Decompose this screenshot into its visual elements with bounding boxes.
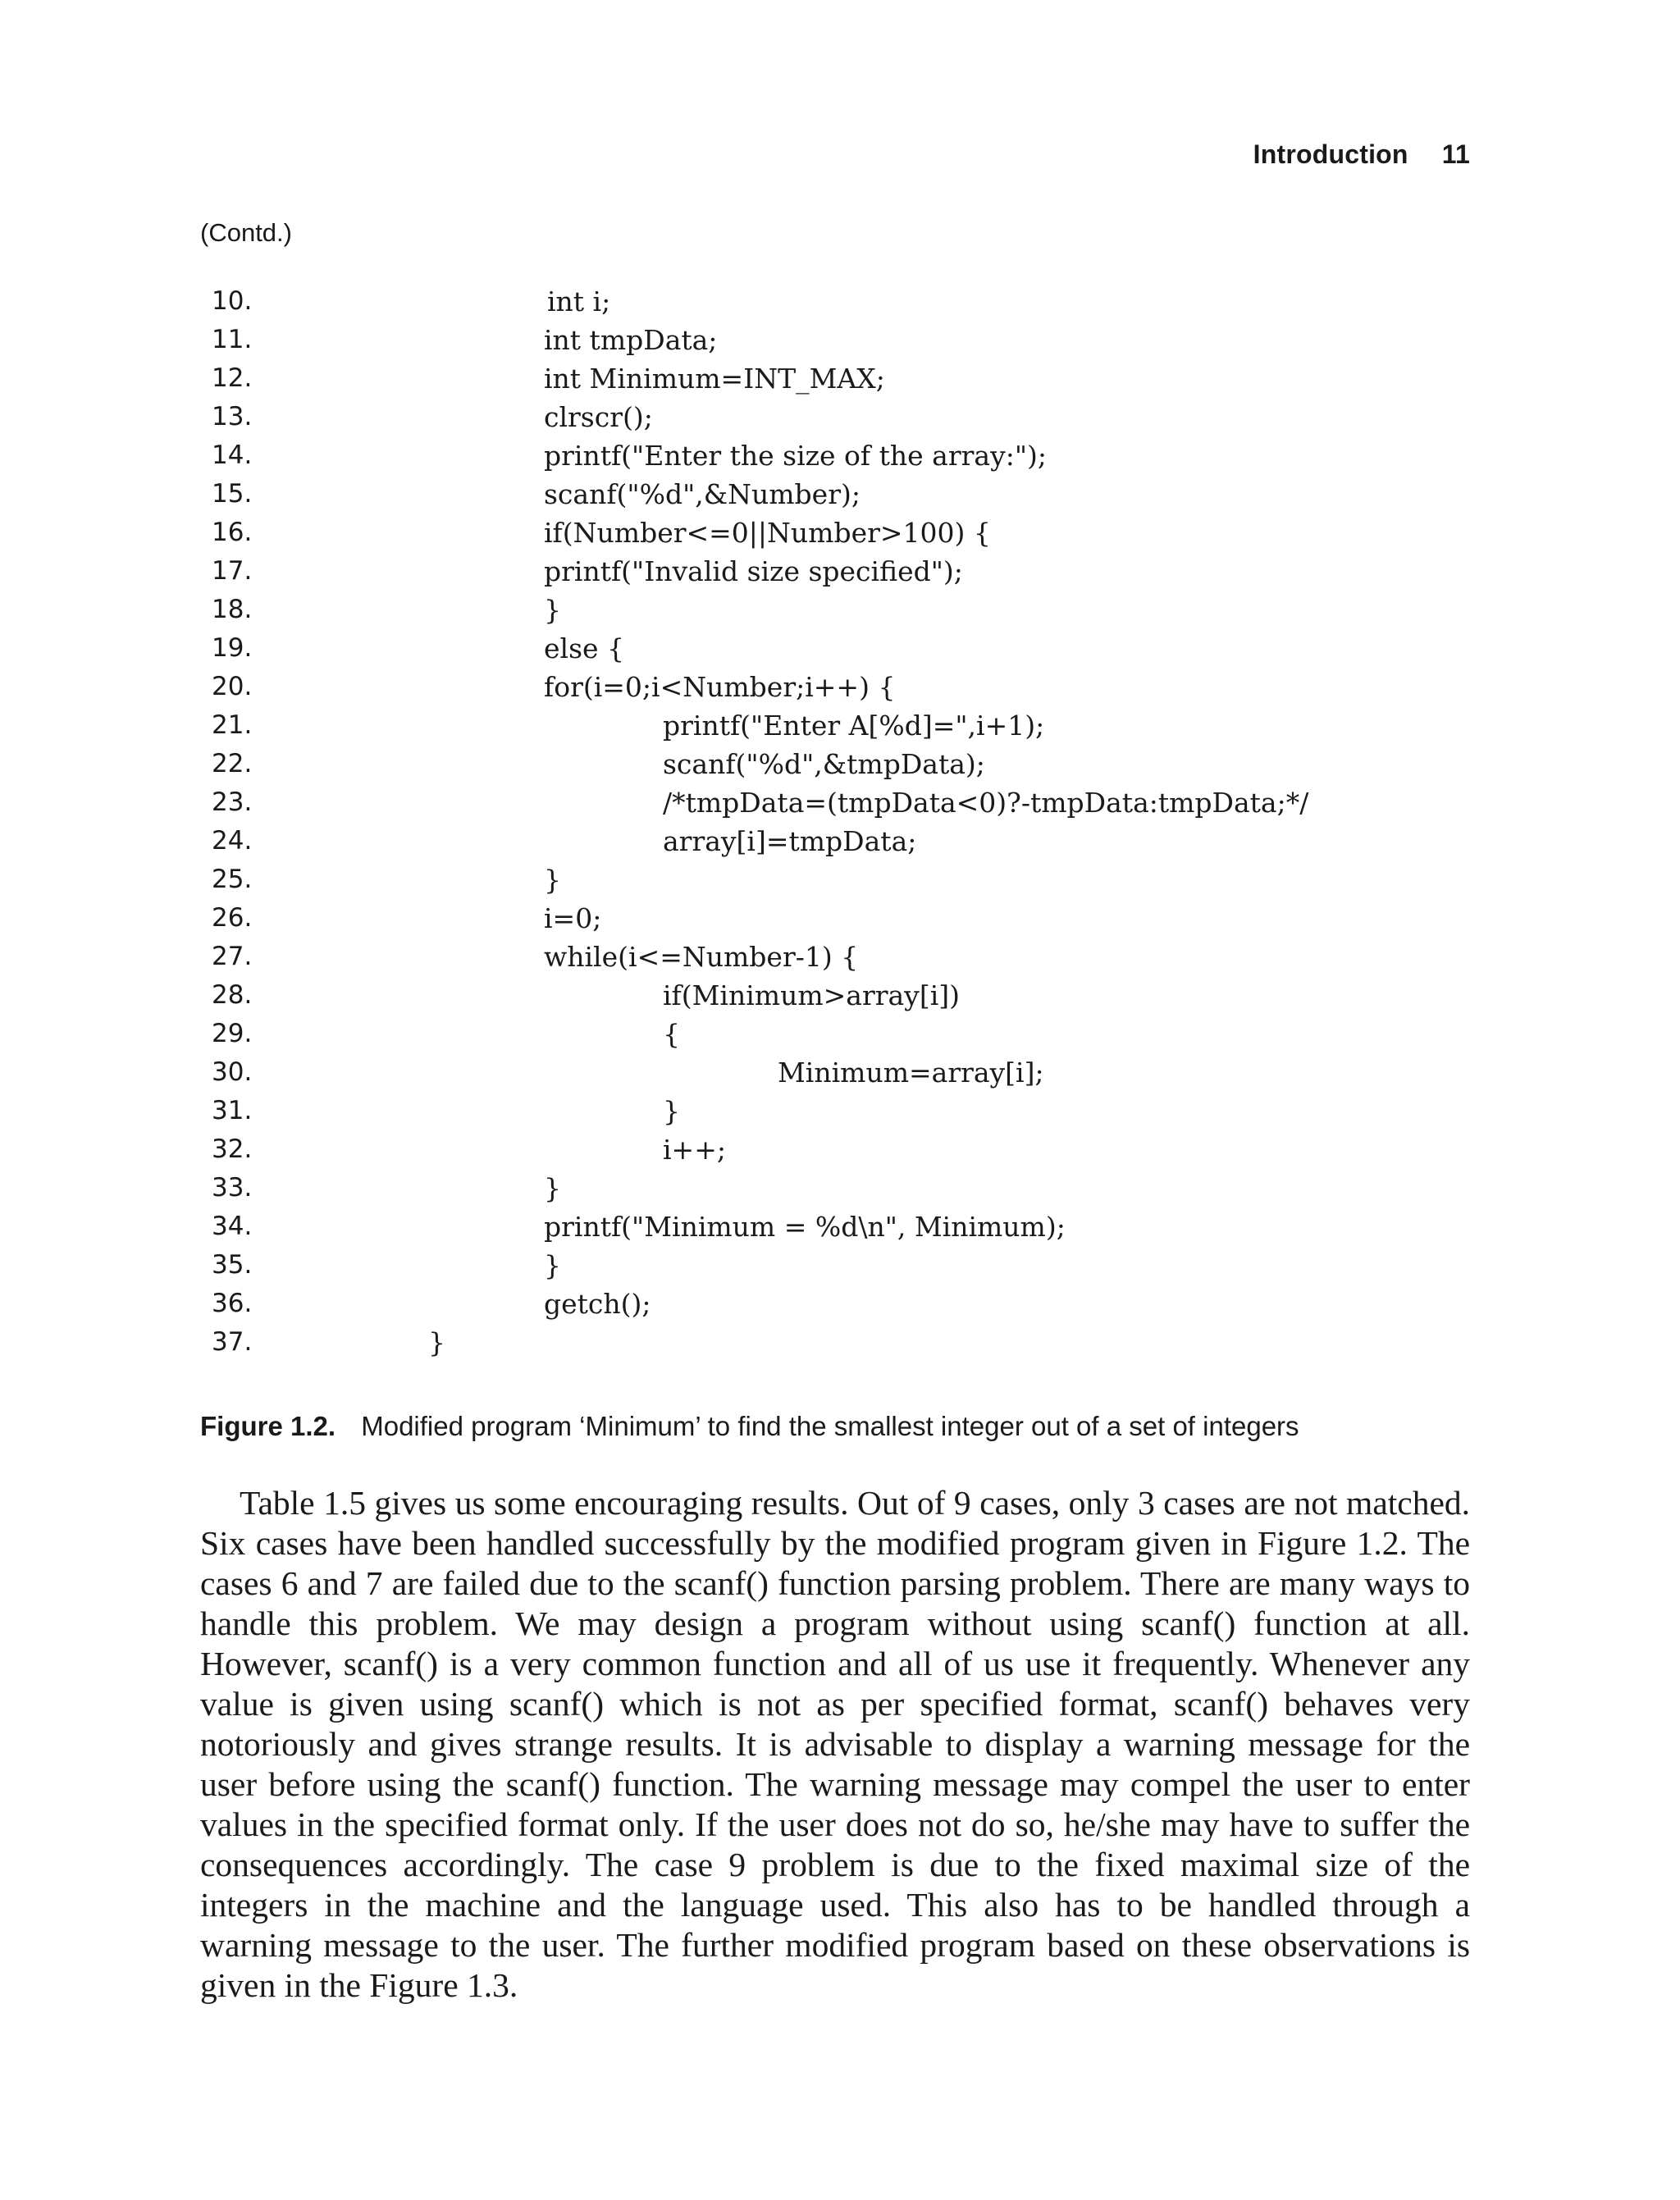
code-line <box>0 976 1680 1015</box>
code-text: for(i=0;i<Number;i++) { <box>544 671 896 703</box>
line-number: 23. <box>212 787 253 817</box>
code-text: while(i<=Number-1) { <box>544 941 859 973</box>
code-line <box>0 282 1680 321</box>
line-number: 37. <box>212 1327 253 1357</box>
line-number: 35. <box>212 1250 253 1280</box>
code-text: clrscr(); <box>544 401 653 433</box>
code-line <box>0 860 1680 899</box>
code-text: printf("Minimum = %d\n", Minimum); <box>544 1211 1066 1243</box>
code-text: i++; <box>663 1134 726 1166</box>
code-line <box>0 321 1680 359</box>
code-text: Minimum=array[i]; <box>778 1057 1044 1089</box>
line-number: 11. <box>212 325 253 354</box>
line-number: 17. <box>212 556 253 586</box>
code-line <box>0 1169 1680 1207</box>
code-text: } <box>663 1095 680 1127</box>
code-line <box>0 938 1680 976</box>
code-line <box>0 1246 1680 1285</box>
code-line <box>0 745 1680 783</box>
code-line <box>0 1285 1680 1323</box>
code-line <box>0 436 1680 475</box>
code-text: } <box>544 864 561 896</box>
line-number: 12. <box>212 363 253 393</box>
code-text: printf("Enter A[%d]=",i+1); <box>663 710 1045 742</box>
line-number: 29. <box>212 1019 253 1048</box>
line-number: 14. <box>212 440 253 470</box>
line-number: 10. <box>212 286 253 316</box>
code-text: } <box>544 1249 561 1281</box>
body-paragraph: Table 1.5 gives us some encouraging results. Out of 9 cases, only 3 cases are not matched. Six cases have been handled successfully by the modified program given in Figure 1.2. The cases 6 and 7 are failed due to the scanf() function parsing problem. There are many ways to handle this problem. We may design a program without using scanf() function at all. However, scanf() is a very common function and all of us use it frequently. Whenever any value is given using scanf() which is not as per specified format, scanf() behaves very notoriously and gives strange results. It is advisable to display a warning message for the user before using the scanf() function. The warning message may compel the user to enter values in the specified format only. If the user does not do so, he/she may have to suffer the consequences accordingly. The case 9 problem is due to the fixed maximal size of the integers in the machine and the language used. This also has to be handled through a warning message to the user. The further modified program based on these observations is given in the Figure 1.3. <box>200 1484 1470 2004</box>
line-number: 27. <box>212 942 253 971</box>
code-text: } <box>428 1326 445 1358</box>
line-number: 34. <box>212 1212 253 1241</box>
code-line <box>0 706 1680 745</box>
line-number: 31. <box>212 1096 253 1125</box>
code-text: int Minimum=INT_MAX; <box>544 363 885 395</box>
code-line <box>0 1207 1680 1246</box>
code-text: array[i]=tmpData; <box>663 825 917 857</box>
code-line <box>0 1053 1680 1092</box>
page-number: 11 <box>1441 139 1470 169</box>
code-text: } <box>544 1172 561 1204</box>
code-line <box>0 1323 1680 1362</box>
code-line <box>0 513 1680 552</box>
line-number: 28. <box>212 980 253 1010</box>
code-text: else { <box>544 632 625 664</box>
code-text: scanf("%d",&tmpData); <box>663 748 985 780</box>
code-line <box>0 359 1680 398</box>
figure-caption <box>200 1411 1299 1442</box>
line-number: 36. <box>212 1289 253 1318</box>
line-number: 30. <box>212 1057 253 1087</box>
line-number: 20. <box>212 672 253 701</box>
line-number: 33. <box>212 1173 253 1203</box>
code-line <box>0 1130 1680 1169</box>
figure-caption-text: Modified program ‘Minimum’ to find the smallest integer out of a set of integers <box>361 1411 1299 1441</box>
line-number: 21. <box>212 710 253 740</box>
code-line <box>0 552 1680 591</box>
code-line <box>0 1092 1680 1130</box>
code-line <box>0 668 1680 706</box>
continued-label <box>200 218 292 248</box>
line-number: 15. <box>212 479 253 509</box>
code-text: printf("Invalid size specified"); <box>544 555 963 587</box>
code-text: if(Number<=0||Number>100) { <box>544 517 991 549</box>
line-number: 13. <box>212 402 253 431</box>
running-header <box>1253 139 1470 170</box>
code-line <box>0 822 1680 860</box>
code-line <box>0 783 1680 822</box>
line-number: 24. <box>212 826 253 856</box>
code-listing <box>0 282 1680 1362</box>
figure-label: Figure 1.2. <box>200 1411 336 1441</box>
line-number: 26. <box>212 903 253 933</box>
code-line <box>0 899 1680 938</box>
continued-text: (Contd.) <box>200 218 292 247</box>
section-title: Introduction <box>1253 139 1408 169</box>
code-text: scanf("%d",&Number); <box>544 478 861 510</box>
code-line <box>0 475 1680 513</box>
line-number: 32. <box>212 1134 253 1164</box>
code-text: if(Minimum>array[i]) <box>663 979 961 1011</box>
code-line <box>0 591 1680 629</box>
code-text: } <box>544 594 561 626</box>
code-line <box>0 398 1680 436</box>
line-number: 22. <box>212 749 253 778</box>
code-line <box>0 629 1680 668</box>
line-number: 18. <box>212 595 253 624</box>
code-text: int tmpData; <box>544 324 718 356</box>
code-text: { <box>663 1018 680 1050</box>
code-text: printf("Enter the size of the array:"); <box>544 440 1047 472</box>
line-number: 16. <box>212 518 253 547</box>
code-text: int i; <box>547 285 611 317</box>
line-number: 25. <box>212 865 253 894</box>
code-line <box>0 1015 1680 1053</box>
line-number: 19. <box>212 633 253 663</box>
code-text: /*tmpData=(tmpData<0)?-tmpData:tmpData;*/ <box>663 787 1309 819</box>
code-text: getch(); <box>544 1288 651 1320</box>
code-text: i=0; <box>544 902 602 934</box>
